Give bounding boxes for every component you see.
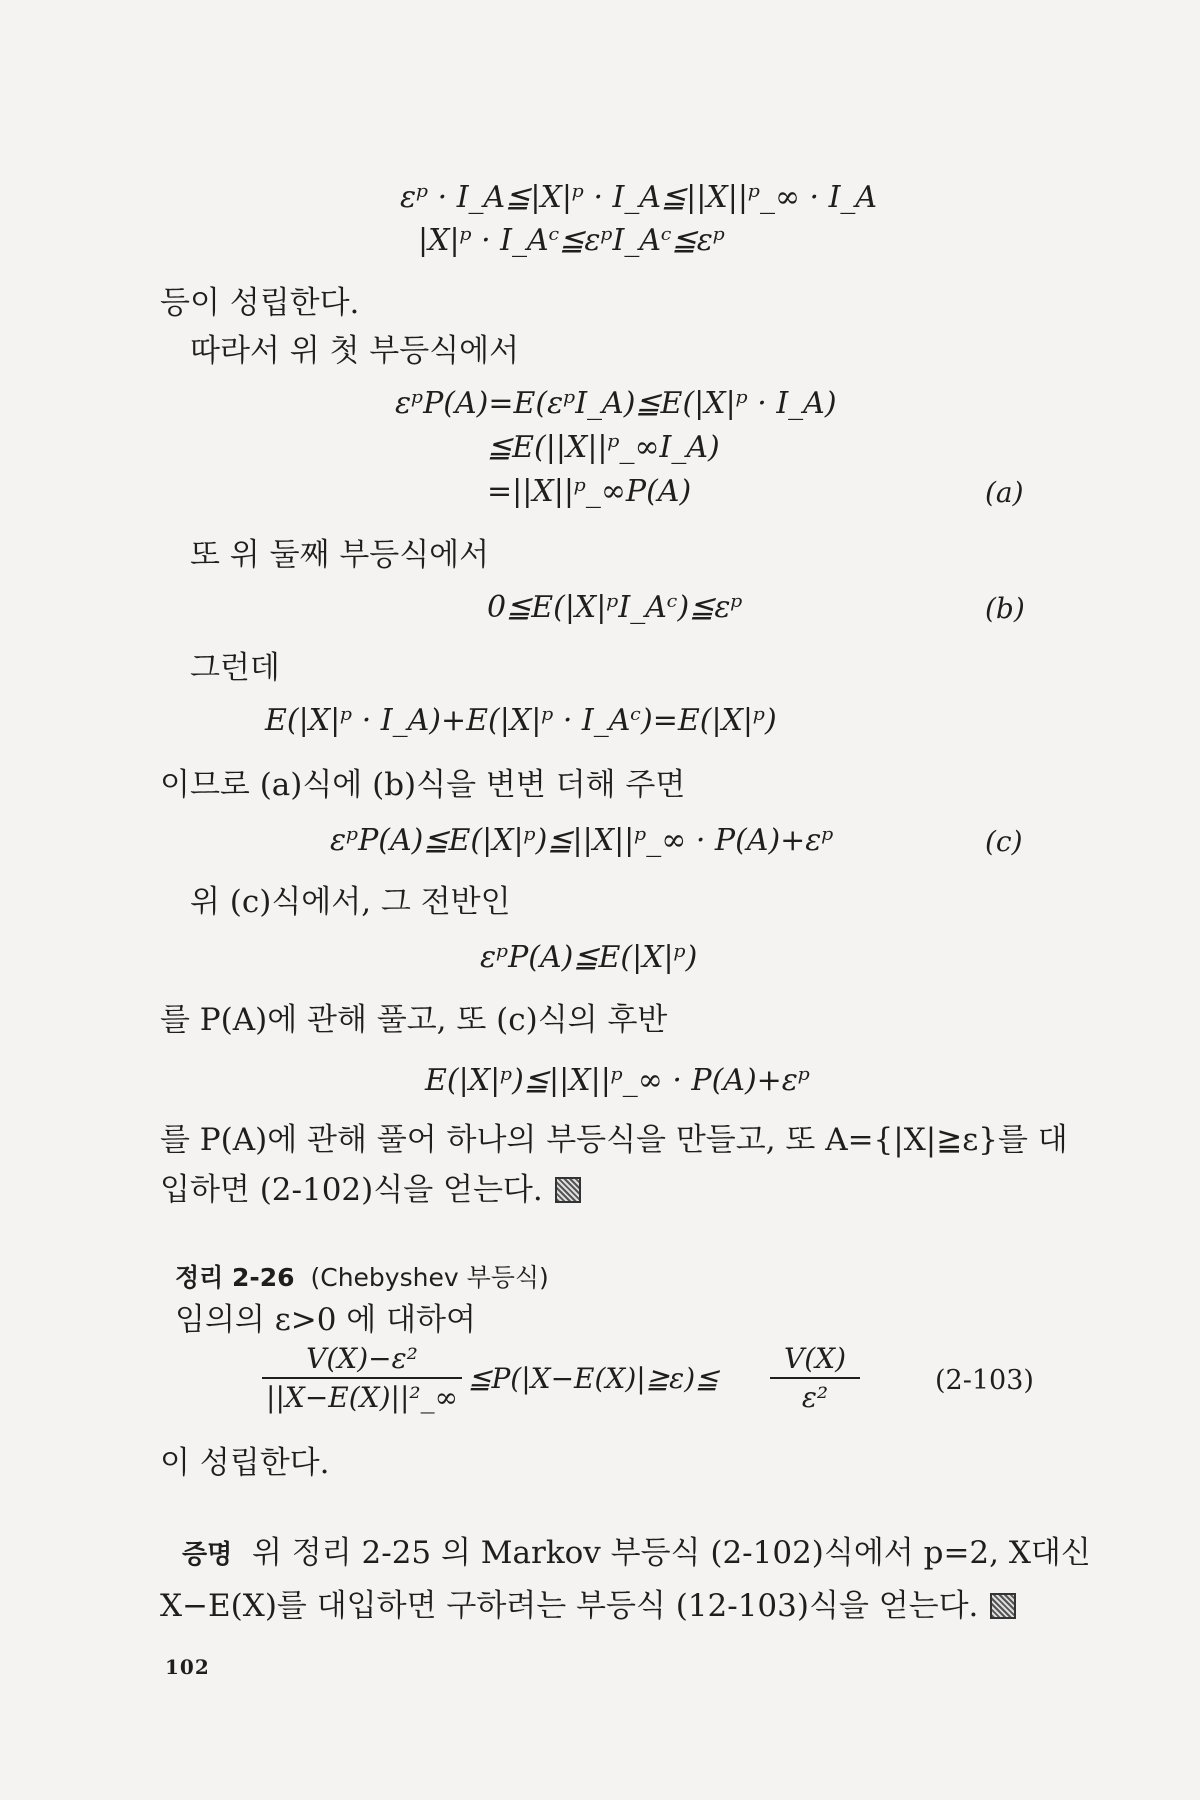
lower-fraction-denominator: ||X−E(X)||²_∞: [262, 1377, 462, 1414]
chebyshev-upper-fraction: [770, 1342, 860, 1414]
text-second-inequality: 또 위 둘째 부등식에서: [190, 537, 490, 573]
upper-fraction-denominator: ε²: [770, 1377, 860, 1414]
text-first-inequality: 따라서 위 첫 부등식에서: [190, 333, 520, 369]
text-add-a-b: 이므로 (a)식에 (b)식을 변변 더해 주면: [160, 767, 686, 803]
chebyshev-lower-fraction: [262, 1342, 462, 1414]
equation-first-half: εᵖP(A)≦E(|X|ᵖ): [480, 940, 698, 975]
theorem-title: 정리 2-26: [175, 1263, 295, 1292]
equation-label-c: (c): [985, 825, 1023, 858]
proof-line-2: [160, 1588, 1016, 1625]
qed-box-icon: [990, 1593, 1016, 1619]
proof-line-2-text: X−E(X)를 대입하면 구하려는 부등식 (12-103)식을 얻는다.: [160, 1588, 979, 1624]
text-holds: 등이 성립한다.: [160, 285, 360, 321]
chebyshev-middle: ≦P(|X−E(X)|≧ε)≦: [468, 1362, 719, 1395]
qed-box-icon: [555, 1177, 581, 1203]
theorem-header: [175, 1258, 549, 1294]
text-solve-3: [160, 1172, 581, 1209]
equation-top-2: |X|ᵖ · I_Aᶜ≦εᵖI_Aᶜ≦εᵖ: [418, 223, 725, 258]
lower-fraction-numerator: V(X)−ε²: [306, 1342, 418, 1375]
text-solve-2: 를 P(A)에 관해 풀어 하나의 부등식을 만들고, 또 A={|X|≧ε}를 대: [160, 1122, 1068, 1158]
equation-sum: E(|X|ᵖ · I_A)+E(|X|ᵖ · I_Aᶜ)=E(|X|ᵖ): [265, 703, 777, 738]
upper-fraction-numerator: V(X): [783, 1342, 846, 1375]
equation-a-line-2: ≦E(||X||ᵖ_∞I_A): [487, 430, 720, 465]
equation-label-b: (b): [985, 592, 1025, 625]
theorem-condition: 임의의 ε>0 에 대하여: [175, 1302, 476, 1338]
equation-second-half: E(|X|ᵖ)≦||X||ᵖ_∞ · P(A)+εᵖ: [425, 1063, 810, 1098]
text-holds-2: 이 성립한다.: [160, 1445, 330, 1481]
page-number: 102: [165, 1655, 210, 1679]
equation-c: εᵖP(A)≦E(|X|ᵖ)≦||X||ᵖ_∞ · P(A)+εᵖ: [330, 823, 834, 858]
text-first-half: 위 (c)식에서, 그 전반인: [190, 884, 511, 920]
equation-a-line-3: =||X||ᵖ_∞P(A): [487, 474, 692, 509]
proof-label: 증명: [182, 1540, 233, 1570]
equation-b: 0≦E(|X|ᵖI_Aᶜ)≦εᵖ: [487, 590, 743, 625]
equation-top-1: εᵖ · I_A≦|X|ᵖ · I_A≦||X||ᵖ_∞ · I_A: [400, 180, 878, 215]
text-solve-1: 를 P(A)에 관해 풀고, 또 (c)식의 후반: [160, 1002, 668, 1038]
proof-line-1-text: 위 정리 2-25 의 Markov 부등식 (2-102)식에서 p=2, X대신: [251, 1535, 1091, 1571]
equation-label-a: (a): [985, 476, 1024, 509]
proof-line-1: [182, 1535, 1091, 1572]
equation-a-line-1: εᵖP(A)=E(εᵖI_A)≦E(|X|ᵖ · I_A): [395, 386, 837, 421]
text-solve-3-content: 입하면 (2-102)식을 얻는다.: [160, 1172, 543, 1208]
theorem-name: (Chebyshev 부등식): [310, 1263, 549, 1292]
text-but: 그런데: [190, 650, 280, 686]
equation-number-2-103: (2-103): [935, 1365, 1034, 1396]
